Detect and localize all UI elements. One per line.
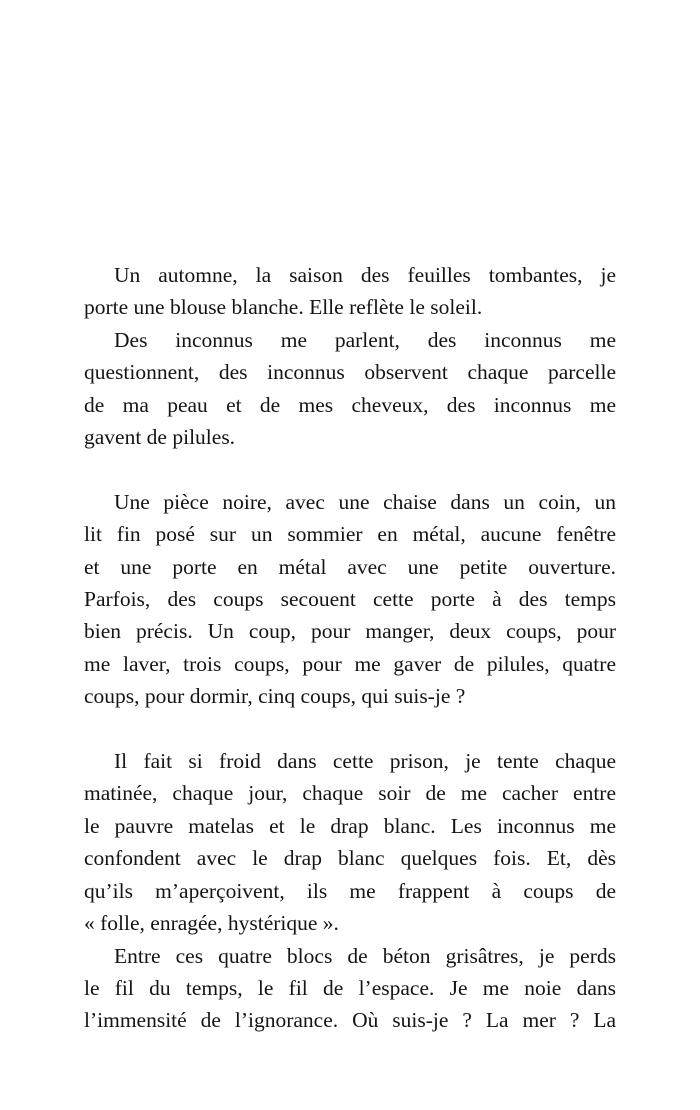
text-line: qu’ils m’aperçoivent, ils me frappent à coups de: [84, 878, 616, 903]
text-line: Des inconnus me parlent, des inconnus me: [114, 327, 616, 352]
text-line: lit fin posé sur un sommier en métal, aucune fenêtre: [84, 522, 616, 547]
text-line: gavent de pilules.: [84, 425, 236, 450]
text-line: Parfois, des coups secouent cette porte à des temps: [84, 587, 616, 612]
text-line: Il fait si froid dans cette prison, je tente chaque: [114, 749, 616, 774]
text-line: matinée, chaque jour, chaque soir de me cacher entre: [84, 781, 616, 806]
text-line: l’immensité de l’ignorance. Où suis-je ? La mer ? La: [84, 1008, 616, 1033]
paragraph: [84, 745, 616, 939]
text-line: questionnent, des inconnus observent chaque parcelle: [84, 360, 616, 385]
paragraph: [84, 486, 616, 713]
text-line: Entre ces quatre blocs de béton grisâtres, je perds: [114, 943, 616, 968]
text-line: porte une blouse blanche. Elle reflète le soleil.: [84, 295, 483, 320]
text-line: « folle, enragée, hystérique ».: [84, 911, 339, 936]
paragraph: [84, 324, 616, 454]
text-line: de ma peau et de mes cheveux, des inconnus me: [84, 392, 616, 417]
text-line: Un automne, la saison des feuilles tombantes, je: [114, 263, 616, 287]
paragraph: [84, 259, 616, 324]
text-line: Une pièce noire, avec une chaise dans un coin, un: [114, 489, 616, 514]
text-line: coups, pour dormir, cinq coups, qui suis-je ?: [84, 684, 466, 709]
text-line: et une porte en métal avec une petite ouverture.: [84, 554, 616, 579]
text-block: [84, 259, 616, 1037]
text-line: bien précis. Un coup, pour manger, deux coups, pour: [84, 619, 616, 644]
text-line: me laver, trois coups, pour me gaver de pilules, quatre: [84, 651, 616, 676]
paragraph: [84, 940, 616, 1037]
text-line: confondent avec le drap blanc quelques fois. Et, dès: [84, 846, 616, 871]
text-line: le fil du temps, le fil de l’espace. Je me noie dans: [84, 975, 616, 1000]
text-line: le pauvre matelas et le drap blanc. Les inconnus me: [84, 813, 616, 838]
